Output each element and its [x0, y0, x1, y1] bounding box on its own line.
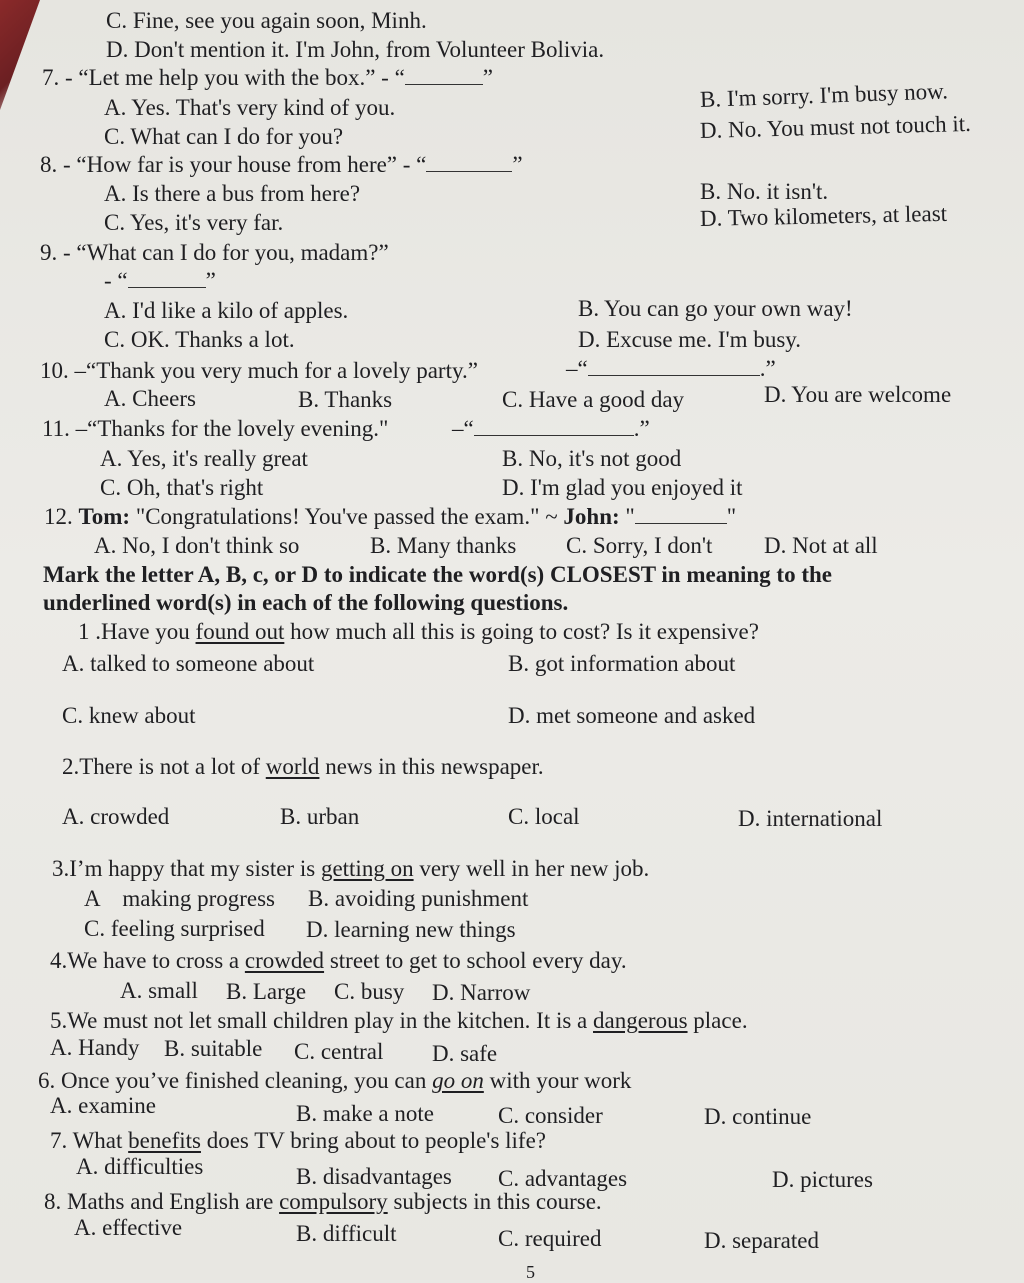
q9-option-a: A. I'd like a kilo of apples.: [104, 298, 349, 323]
q7-stem-text: 7. - “Let me help you with the box.” - “: [42, 65, 405, 90]
closest-q8-post: subjects in this course.: [393, 1189, 602, 1214]
closest-q1-option-c: C. knew about: [62, 703, 196, 728]
closest-q8-option-c: C. required: [498, 1226, 602, 1251]
q10-end: .”: [759, 356, 776, 381]
closest-q3-option-a: A making progress: [84, 886, 276, 911]
closest-q3-post: very well in her new job.: [419, 856, 650, 881]
q9-stem: 9. - “What can I do for you, madam?”: [40, 240, 389, 265]
q7-option-d: D. No. You must not touch it.: [699, 110, 972, 143]
q11-option-d: D. I'm glad you enjoyed it: [502, 475, 743, 500]
q10-blank: [588, 357, 760, 376]
q12-option-c: C. Sorry, I don't: [566, 533, 713, 558]
closest-q2-underlined: world: [265, 754, 320, 779]
closest-q5-option-c: C. central: [294, 1039, 384, 1064]
q10-stem: 10. –“Thank you very much for a lovely party.”: [40, 358, 478, 383]
closest-q5-post: place.: [693, 1008, 748, 1033]
closest-q7-underlined: benefits: [128, 1128, 201, 1153]
closest-q4-option-d: D. Narrow: [432, 980, 531, 1005]
closest-q2-option-b: B. urban: [280, 804, 360, 829]
q9-option-d: D. Excuse me. I'm busy.: [578, 327, 802, 352]
closest-q6-option-b: B. make a note: [296, 1101, 434, 1126]
closest-q2-post: news in this newspaper.: [325, 754, 544, 779]
q8-stem: [40, 152, 523, 178]
closest-q3-pre: 3.I’m happy that my sister is: [52, 856, 316, 881]
closest-q4-option-b: B. Large: [226, 979, 307, 1004]
q12-line: "Congratulations! You've passed the exam." ~: [135, 504, 558, 529]
q12-option-b: B. Many thanks: [370, 533, 517, 558]
q12-option-a: A. No, I don't think so: [94, 533, 300, 558]
closest-q4-underlined: crowded: [244, 948, 325, 973]
q8-stem-text: 8. - “How far is your house from here” - “: [40, 152, 427, 177]
q10-option-c: C. Have a good day: [502, 387, 685, 412]
q9-option-b: B. You can go your own way!: [578, 296, 853, 321]
closest-q4-option-c: C. busy: [334, 979, 405, 1004]
closest-q8-pre: 8. Maths and English are: [44, 1189, 274, 1214]
q11-answer-line: [452, 416, 650, 442]
closest-q8-underlined: compulsory: [279, 1189, 388, 1214]
q9-blank: [128, 269, 206, 288]
q11-stem: 11. –“Thanks for the lovely evening.": [42, 416, 389, 441]
q10-option-d: D. You are welcome: [764, 382, 952, 407]
section-instruction-line2: underlined word(s) in each of the following questions.: [43, 590, 569, 615]
closest-q4-option-a: A. small: [120, 978, 198, 1003]
closest-q6-post: with your work: [489, 1068, 632, 1093]
closest-q2-option-d: D. international: [738, 806, 883, 831]
closest-q3-underlined: getting on: [320, 856, 414, 881]
q11-option-c: C. Oh, that's right: [100, 475, 264, 500]
closest-q1-number: 1: [78, 619, 90, 644]
q12-lead: ": [625, 504, 635, 529]
section-instruction-line1: Mark the letter A, B, c, or D to indicate the word(s) CLOSEST in meaning to the: [43, 562, 832, 587]
q12-stem: [44, 504, 736, 530]
q12-speaker-john: John:: [563, 504, 620, 529]
q7-option-c: C. What can I do for you?: [104, 124, 344, 149]
closest-q1-stem: [78, 619, 759, 645]
q12-number: 12.: [44, 504, 73, 529]
q8-stem-end: ”: [512, 152, 523, 177]
closest-q5-pre: 5.We must not let small children play in the kitchen. It is a: [50, 1008, 588, 1033]
closest-q6-option-c: C. consider: [498, 1103, 603, 1128]
q12-option-d: D. Not at all: [764, 533, 878, 558]
q12-blank: [635, 505, 727, 524]
q11-option-a: A. Yes, it's really great: [100, 446, 308, 471]
q9-answer-line: [104, 268, 216, 294]
q7-stem: [42, 65, 493, 91]
q12-speaker-tom: Tom:: [78, 504, 131, 529]
q11-blank: [474, 417, 634, 436]
q8-option-a: A. Is there a bus from here?: [104, 181, 361, 206]
closest-q2-pre: 2.There is not a lot of: [62, 754, 261, 779]
q7-blank: [405, 66, 483, 85]
closest-q7-pre: 7. What: [50, 1128, 123, 1153]
q12-end: ": [726, 504, 737, 529]
q6-option-d: D. Don't mention it. I'm John, from Volunteer Bolivia.: [106, 37, 605, 62]
closest-q1-post: how much all this is going to cost? Is it expensive?: [290, 619, 759, 644]
q8-option-b: B. No. it isn't.: [700, 179, 829, 204]
closest-q2-stem: [62, 754, 544, 780]
closest-q7-stem: [50, 1128, 546, 1154]
closest-q1-pre: .Have you: [95, 619, 190, 644]
closest-q8-option-b: B. difficult: [296, 1221, 397, 1246]
q9-option-c: C. OK. Thanks a lot.: [104, 327, 295, 352]
q8-blank: [426, 153, 512, 172]
page-number: 5: [526, 1262, 535, 1282]
closest-q6-stem: [38, 1068, 631, 1094]
closest-q6-option-d: D. continue: [704, 1104, 812, 1129]
closest-q6-option-a: A. examine: [50, 1093, 157, 1118]
fabric-corner: [0, 0, 40, 110]
q7-option-a: A. Yes. That's very kind of you.: [104, 95, 396, 120]
closest-q2-option-a: A. crowded: [62, 804, 170, 829]
closest-q3-option-c: C. feeling surprised: [84, 916, 265, 941]
closest-q5-underlined: dangerous: [593, 1008, 688, 1033]
closest-q1-option-b: B. got information about: [508, 651, 736, 676]
closest-q7-option-a: A. difficulties: [76, 1154, 204, 1179]
closest-q3-option-d: D. learning new things: [306, 917, 516, 942]
closest-q5-option-a: A. Handy: [50, 1035, 140, 1060]
q10-lead: –“: [566, 356, 588, 381]
closest-q3-option-b: B. avoiding punishment: [308, 886, 529, 911]
closest-q8-option-a: A. effective: [74, 1215, 183, 1240]
q9-lead: - “: [104, 268, 128, 293]
q10-option-b: B. Thanks: [298, 387, 393, 412]
closest-q4-post: street to get to school every day.: [329, 948, 627, 973]
closest-q2-option-c: C. local: [508, 804, 580, 829]
closest-q5-option-b: B. suitable: [164, 1036, 263, 1061]
q7-option-b: B. I'm sorry. I'm busy now.: [699, 78, 949, 112]
closest-q4-pre: 4.We have to cross a: [50, 948, 240, 973]
q11-end: .”: [633, 416, 650, 441]
q8-option-c: C. Yes, it's very far.: [104, 210, 284, 235]
q8-option-d: D. Two kilometers, at least: [699, 200, 948, 231]
closest-q1-underlined: found out: [195, 619, 285, 644]
q7-stem-end: ”: [482, 65, 493, 90]
closest-q4-stem: [50, 948, 627, 974]
closest-q6-pre: 6. Once you’ve finished cleaning, you can: [38, 1068, 427, 1093]
q6-option-c: C. Fine, see you again soon, Minh.: [106, 8, 427, 33]
q10-answer-line: [566, 356, 776, 382]
closest-q5-stem: [50, 1008, 748, 1034]
closest-q8-stem: [44, 1189, 602, 1215]
closest-q1-option-d: D. met someone and asked: [508, 703, 756, 728]
q9-end: ”: [205, 268, 216, 293]
closest-q1-option-a: A. talked to someone about: [62, 651, 315, 676]
closest-q5-option-d: D. safe: [432, 1041, 498, 1066]
closest-q8-option-d: D. separated: [704, 1228, 819, 1253]
closest-q7-option-d: D. pictures: [772, 1167, 873, 1192]
q11-lead: –“: [452, 416, 474, 441]
q11-option-b: B. No, it's not good: [502, 446, 682, 471]
closest-q6-underlined: go on: [432, 1068, 484, 1093]
q10-option-a: A. Cheers: [104, 386, 196, 411]
closest-q7-post: does TV bring about to people's life?: [206, 1128, 547, 1153]
closest-q7-option-b: B. disadvantages: [296, 1164, 452, 1189]
closest-q7-option-c: C. advantages: [498, 1166, 628, 1191]
closest-q3-stem: [52, 856, 649, 882]
